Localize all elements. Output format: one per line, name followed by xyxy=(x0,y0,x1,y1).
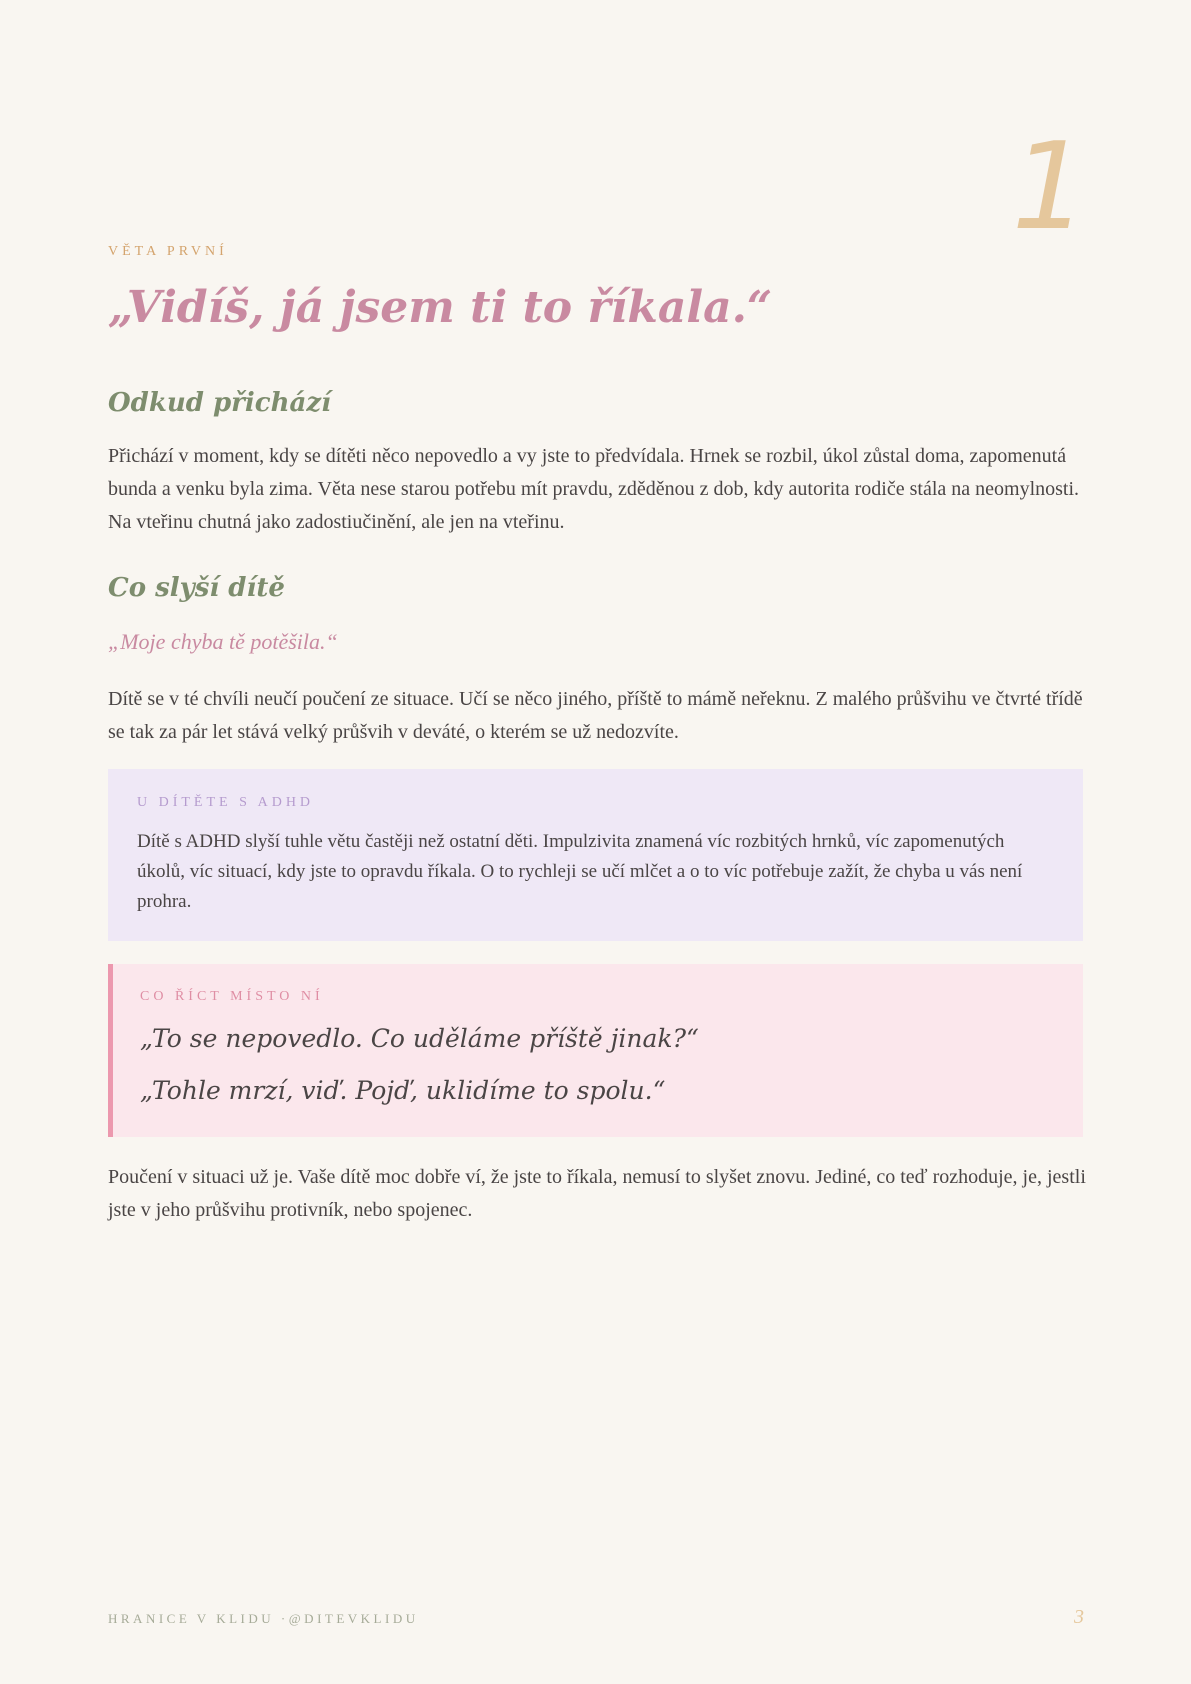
closing-paragraph: Poučení v situaci už je. Vaše dítě moc dobře ví, že jste to říkala, nemusí to slyšet znovu. Jediné, co teď rozhoduje, je, jestli jste v jeho průšvihu protivník, nebo spojenec. xyxy=(108,1166,1086,1221)
chapter-number: 1 xyxy=(1011,118,1088,257)
say-instead-line: „To se nepovedlo. Co uděláme příště jinak?“ xyxy=(140,1024,699,1053)
child-hears-paragraph: Dítě se v té chvíli neučí poučení ze situace. Učí se něco jiného, příště to mámě neřeknu. Z malého průšvihu ve čtvrté třídě se tak za pár let stává velký průšvih v deváté, o kterém se už nedozvíte. xyxy=(108,688,1083,743)
adhd-callout xyxy=(108,769,1083,941)
say-instead-line: „Tohle mrzí, viď. Pojď, uklidíme to spolu.“ xyxy=(140,1076,666,1105)
origin-paragraph: Přichází v moment, kdy se dítěti něco nepovedlo a vy jste to předvídala. Hrnek se rozbil, úkol zůstal doma, zapomenutá bunda a venku byla zima. Věta nese starou potřebu mít pravdu, zděděnou z dob, kdy autorita rodiče stála na neomylnosti. Na vteřinu chutná jako zadostiučinění, ale jen na vteřinu. xyxy=(108,445,1080,533)
adhd-label: U DÍTĚTE S ADHD xyxy=(137,795,315,810)
origin-heading: Odkud přichází xyxy=(108,388,331,418)
chapter-eyebrow: VĚTA PRVNÍ xyxy=(108,244,228,259)
chapter-title: „Vidíš, já jsem ti to říkala.“ xyxy=(108,282,773,333)
footer-brand: HRANICE V KLIDU ·@DITEVKLIDU xyxy=(108,1611,419,1626)
say-instead-label: CO ŘÍCT MÍSTO NÍ xyxy=(140,989,324,1004)
child-hears-heading: Co slyší dítě xyxy=(108,573,285,603)
page-number: 3 xyxy=(1074,1606,1084,1628)
adhd-text: Dítě s ADHD slyší tuhle větu častěji než ostatní děti. Impulzivita znamená víc rozbitých hrnků, víc zapomenutých úkolů, víc situací, kdy jste to opravdu říkala. O to rychleji se učí mlčet a o to víc potřebuje zažít, že chyba u vás není prohra. xyxy=(137,831,1023,912)
say-instead-callout xyxy=(108,964,1083,1137)
child-hears-quote: „Moje chyba tě potěšila.“ xyxy=(108,629,338,654)
